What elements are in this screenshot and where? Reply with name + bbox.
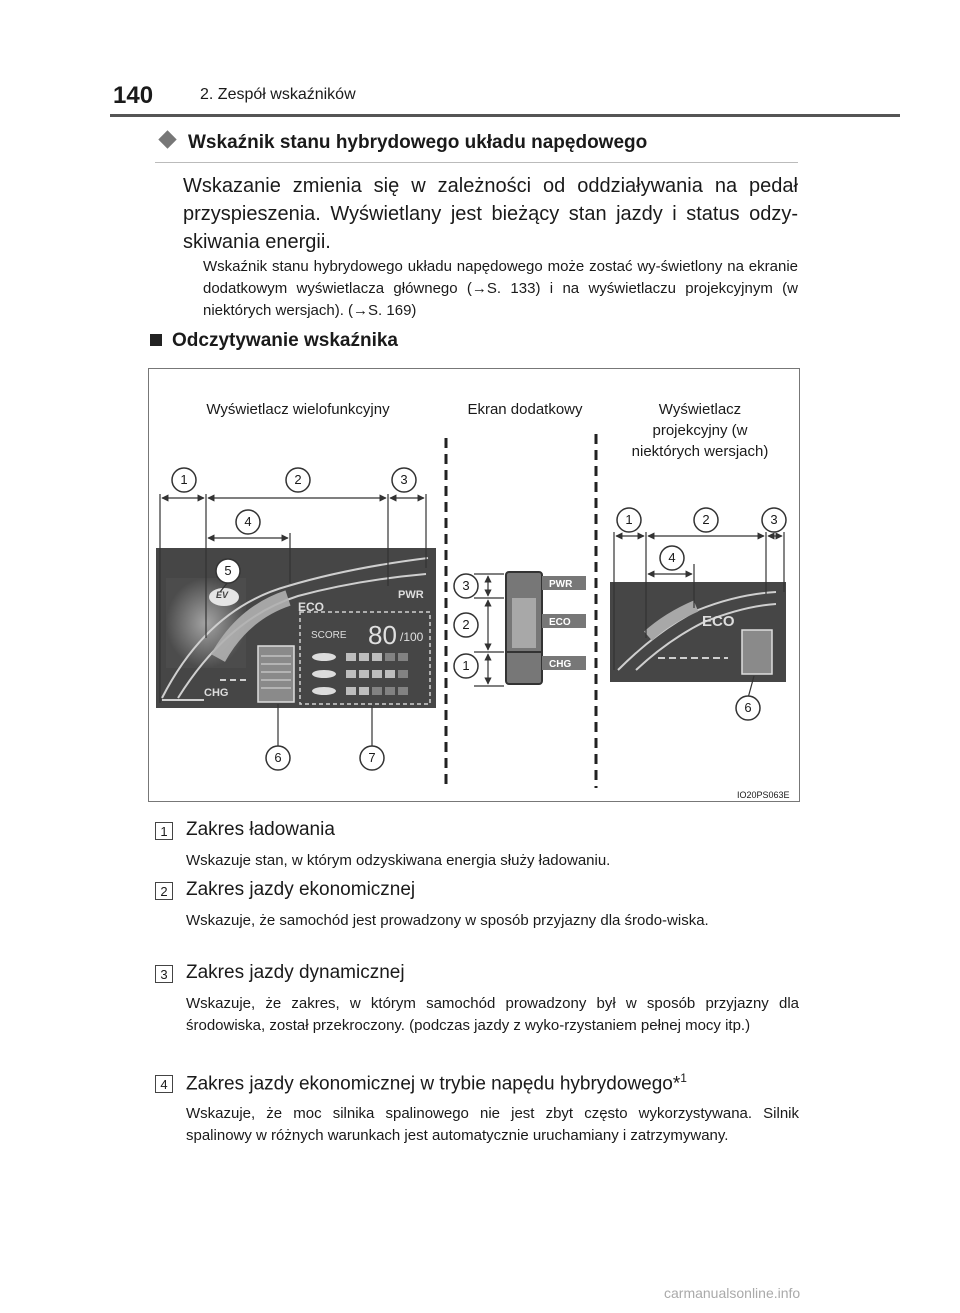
item-number: 2 <box>155 882 173 900</box>
eco-label: ECO <box>298 600 325 614</box>
chapter-title: 2. Zespół wskaźników <box>200 86 356 103</box>
score-max: /100 <box>400 630 424 644</box>
section-title-text: Wskaźnik stanu hybrydowego układu napędowego <box>188 132 648 153</box>
score-bars <box>346 653 408 695</box>
square-bullet-icon <box>150 334 162 346</box>
item-description: Wskazuje, że moc silnika spalinowego nie jest zbyt często wykorzystywana. Silnik spalinowy w różnych warunkach jest automatycznie uruchamiany i zatrzymywany. <box>186 1105 799 1144</box>
image-code: IO20PS063E <box>737 790 790 800</box>
callout-number: 3 <box>400 472 408 487</box>
battery-icon <box>258 646 294 702</box>
callout-number: 4 <box>668 550 676 565</box>
figure-label-multi: Wyświetlacz wielofunkcyjny <box>206 401 390 418</box>
sub-eco-label: ECO <box>549 617 571 628</box>
sub-pwr-label: PWR <box>549 579 573 590</box>
callout-number: 1 <box>462 658 470 673</box>
item-title-text: Zakres jazdy ekonomicznej w trybie napędu hybrydowego* <box>186 1073 681 1095</box>
hud-eco-label: ECO <box>702 613 735 630</box>
sub-chg-label: CHG <box>549 659 572 670</box>
figure-label-hud: Wyświetlacz projekcyjny (w niektórych wersjach) <box>631 401 769 460</box>
callout-number: 2 <box>702 512 710 527</box>
item-title <box>186 1071 687 1095</box>
chg-label: CHG <box>204 687 229 699</box>
section-divider <box>155 162 798 163</box>
score-label: SCORE <box>311 630 347 641</box>
figure-label-sub: Ekran dodatkowy <box>467 401 583 418</box>
item-title: Zakres ładowania <box>186 819 335 840</box>
item-description: Wskazuje, że samochód jest prowadzony w sposób przyjazny dla środo-wiska. <box>186 912 709 929</box>
score-value: 80 <box>368 620 397 650</box>
item-description: Wskazuje stan, w którym odzyskiwana energia służy ładowaniu. <box>186 852 611 869</box>
section-note: Wskaźnik stanu hybrydowego układu napędowego może zostać wy-świetlony na ekranie dodatkowym wyświetlacza głównego (→S. 133) i na wyświetlaczu projekcyjnym (w niektórych wersjach). (→S. 169) <box>203 258 798 319</box>
callout-number: 2 <box>294 472 302 487</box>
callout-number: 4 <box>244 514 252 529</box>
hud-battery-icon <box>742 630 772 674</box>
subsection-title <box>150 330 398 352</box>
callout-number: 7 <box>368 750 376 765</box>
callout-number: 3 <box>462 578 470 593</box>
footer-watermark: carmanualsonline.info <box>664 1285 801 1301</box>
callout-number: 3 <box>770 512 778 527</box>
callout-number: 1 <box>180 472 188 487</box>
item-number: 4 <box>155 1075 173 1093</box>
item-title-footnote: 1 <box>680 1071 687 1085</box>
diamond-bullet-icon <box>158 130 176 148</box>
pwr-label: PWR <box>398 589 424 601</box>
callout-number: 6 <box>744 700 752 715</box>
hybrid-indicator-figure <box>148 368 800 802</box>
callout-number: 6 <box>274 750 282 765</box>
item-title: Zakres jazdy dynamicznej <box>186 962 405 983</box>
item-number: 1 <box>155 822 173 840</box>
item-title: Zakres jazdy ekonomicznej <box>186 879 416 900</box>
section-intro: Wskazanie zmienia się w zależności od oddziaływania na pedał przyspieszenia. Wyświetlany jest bieżący stan jazdy i status odzy-skiwania energii. <box>183 175 798 253</box>
item-number: 3 <box>155 965 173 983</box>
item-description: Wskazuje, że zakres, w którym samochód prowadzony był w sposób przyjazny dla środowiska, został przekroczony. (podczas jazdy z wyko-rzystaniem pełnej mocy itp.) <box>186 995 799 1034</box>
page-number: 140 <box>113 82 154 109</box>
subsection-title-text: Odczytywanie wskaźnika <box>172 330 398 351</box>
section-title <box>155 132 647 154</box>
callout-number: 2 <box>462 617 470 632</box>
callout-number: 5 <box>224 563 232 578</box>
header-divider <box>110 114 900 117</box>
score-car-icons <box>312 653 336 695</box>
ev-label: EV <box>216 590 229 600</box>
callout-number: 1 <box>625 512 633 527</box>
